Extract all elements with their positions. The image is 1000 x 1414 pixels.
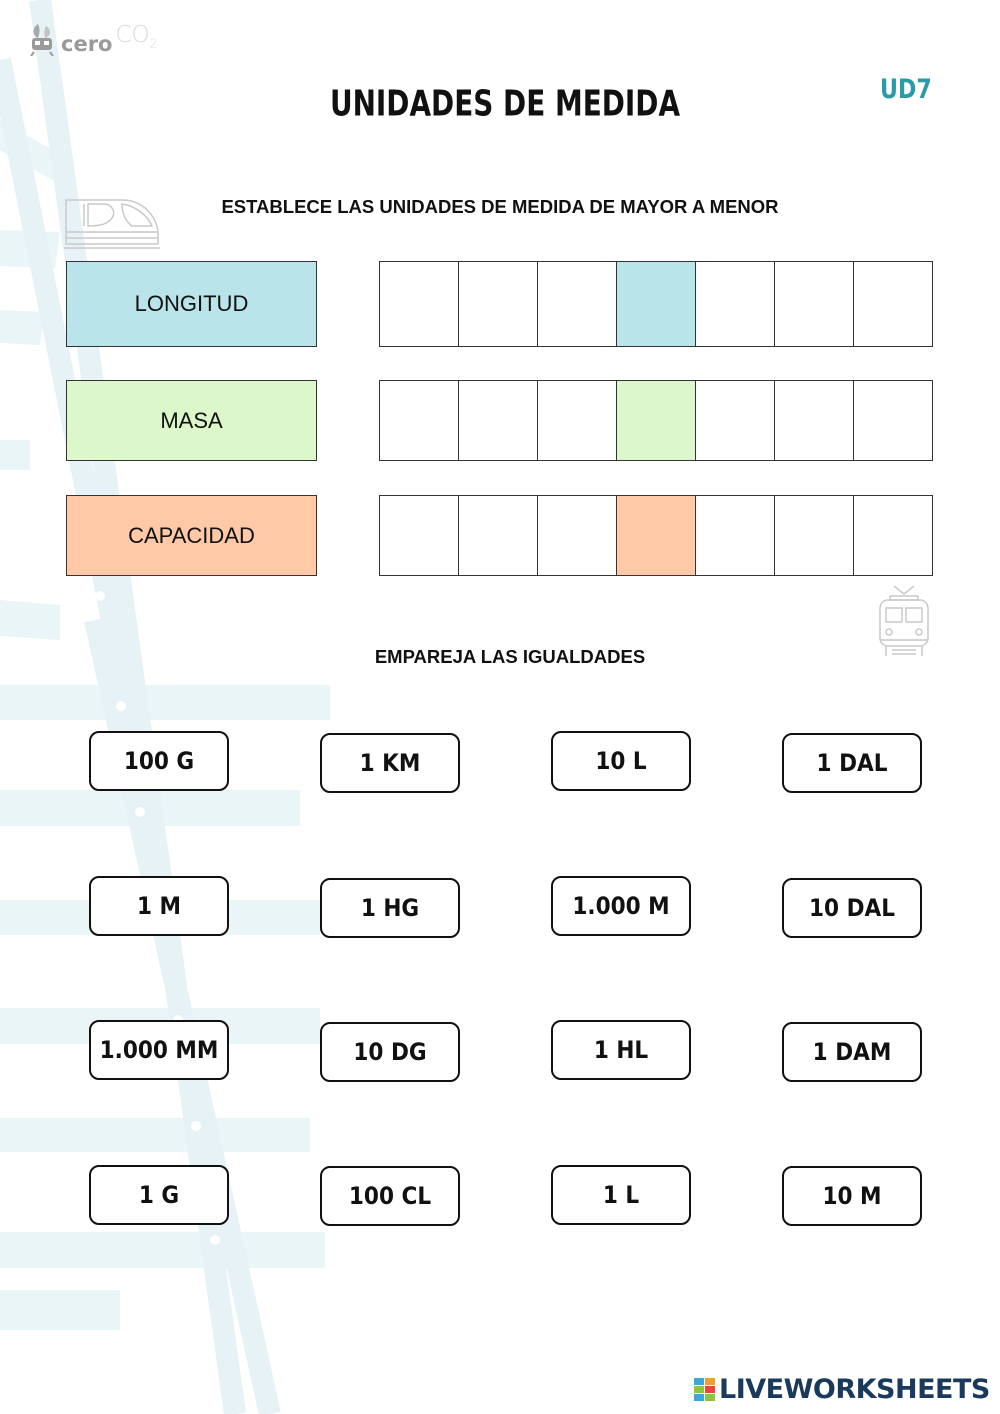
answer-cell[interactable] (459, 262, 538, 346)
answer-cell[interactable] (854, 496, 932, 575)
answer-cell[interactable] (696, 496, 775, 575)
answer-cell[interactable] (538, 496, 617, 575)
match-item[interactable]: 1.000 MM (89, 1020, 229, 1080)
match-item[interactable]: 1 DAL (782, 733, 922, 793)
category-label-longitud: LONGITUD (66, 261, 317, 347)
match-item[interactable]: 10 DAL (782, 878, 922, 938)
liveworksheets-footer[interactable] (694, 1374, 990, 1405)
match-item[interactable]: 1 HG (320, 878, 460, 938)
answer-cell[interactable] (538, 381, 617, 460)
answer-cell[interactable] (696, 381, 775, 460)
unit-order-row-capacidad (379, 495, 933, 576)
answer-cell[interactable] (854, 262, 932, 346)
match-item[interactable]: 100 G (89, 731, 229, 791)
answer-cell[interactable] (380, 381, 459, 460)
page-title: UNIDADES DE MEDIDA (329, 83, 681, 125)
cero-logo-icon (28, 22, 58, 56)
match-item[interactable]: 1 KM (320, 733, 460, 793)
unit-code: UD7 (880, 74, 932, 105)
answer-cell[interactable] (617, 496, 696, 575)
logo-brand-text: cero (61, 32, 113, 56)
match-item[interactable]: 10 DG (320, 1022, 460, 1082)
match-item[interactable]: 1 HL (551, 1020, 691, 1080)
answer-cell[interactable] (775, 262, 854, 346)
cero-co2-logo (28, 22, 157, 56)
match-item[interactable]: 1 M (89, 876, 229, 936)
answer-cell[interactable] (459, 496, 538, 575)
category-label-masa: MASA (66, 380, 317, 461)
answer-cell[interactable] (696, 262, 775, 346)
category-label-capacidad: CAPACIDAD (66, 495, 317, 576)
answer-cell[interactable] (459, 381, 538, 460)
answer-cell[interactable] (854, 381, 932, 460)
match-item[interactable]: 10 L (551, 731, 691, 791)
answer-cell[interactable] (617, 381, 696, 460)
section1-instruction: ESTABLECE LAS UNIDADES DE MEDIDA DE MAYOR A MENOR (221, 196, 779, 217)
unit-order-row-masa (379, 380, 933, 461)
logo-co2-text: $CO_2$ (115, 22, 158, 51)
answer-cell[interactable] (617, 262, 696, 346)
unit-order-row-longitud (379, 261, 933, 347)
answer-cell[interactable] (775, 381, 854, 460)
match-item[interactable]: 1 G (89, 1165, 229, 1225)
answer-cell[interactable] (538, 262, 617, 346)
answer-cell[interactable] (380, 496, 459, 575)
match-item[interactable]: 1.000 M (551, 876, 691, 936)
match-item[interactable]: 100 CL (320, 1166, 460, 1226)
footer-brand: LIVEWORKSHEETS (719, 1374, 990, 1405)
answer-cell[interactable] (775, 496, 854, 575)
answer-cell[interactable] (380, 262, 459, 346)
liveworksheets-logo-icon (694, 1378, 716, 1402)
match-item[interactable]: 1 L (551, 1165, 691, 1225)
section2-instruction: EMPAREJA LAS IGUALDADES (374, 646, 646, 667)
match-item[interactable]: 1 DAM (782, 1022, 922, 1082)
match-item[interactable]: 10 M (782, 1166, 922, 1226)
